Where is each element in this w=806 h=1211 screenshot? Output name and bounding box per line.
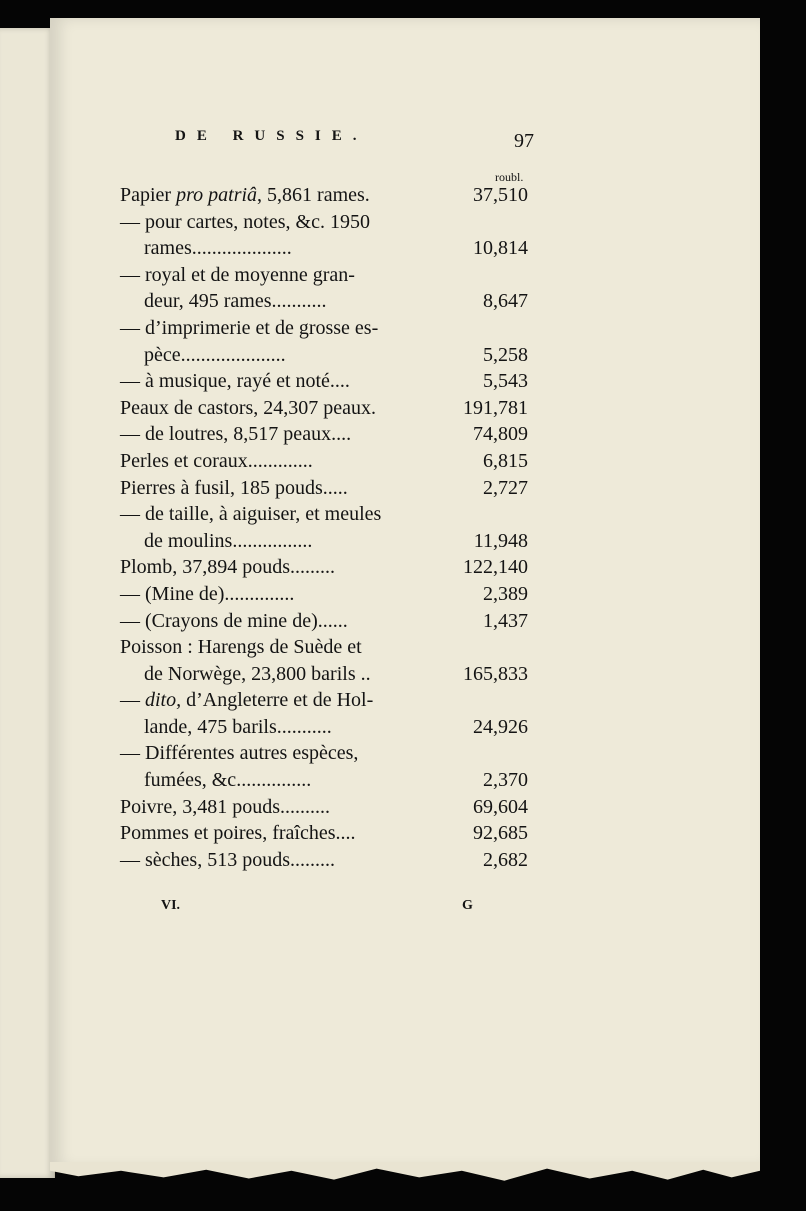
entry-value: 11,948 — [473, 529, 528, 552]
entry-value: 8,647 — [483, 290, 528, 313]
entry-text: — (Crayons de mine de)...... — [120, 609, 348, 632]
list-item — [120, 714, 530, 741]
entry-value: 10,814 — [473, 237, 528, 260]
list-item — [120, 501, 530, 528]
list-item — [120, 288, 530, 315]
list-item — [120, 209, 530, 236]
list-item — [120, 315, 530, 342]
entry-text: — royal et de moyenne gran- — [120, 263, 355, 286]
entry-text: de moulins................ — [144, 529, 313, 552]
entry-text: fumées, &c............... — [144, 769, 312, 792]
left-page-edge — [0, 28, 55, 1178]
list-item — [120, 554, 530, 581]
list-item — [120, 820, 530, 847]
list-item — [120, 794, 530, 821]
entry-text: de Norwège, 23,800 barils .. — [144, 662, 371, 685]
signature: VI. — [161, 898, 181, 913]
entry-value: 2,727 — [483, 476, 528, 499]
entry-value: 37,510 — [473, 184, 528, 206]
entry-text: Peaux de castors, 24,307 peaux. — [120, 396, 377, 419]
entry-text: — Différentes autres espèces, — [120, 742, 359, 765]
entry-text: pèce..................... — [144, 343, 286, 366]
entry-text: — d’imprimerie et de grosse es- — [120, 316, 379, 339]
signature-mark: G — [462, 898, 473, 913]
list-item — [120, 528, 530, 555]
list-item — [120, 634, 530, 661]
list-item — [120, 368, 530, 395]
entry-value: 5,258 — [483, 343, 528, 366]
list-item — [120, 608, 530, 635]
entry-text: rames.................... — [144, 237, 292, 260]
entry-text: Papier pro patriâ, 5,861 rames. — [120, 184, 370, 206]
entry-text: — pour cartes, notes, &c. 1950 — [120, 210, 370, 233]
entry-text: Plomb, 37,894 pouds......... — [120, 556, 336, 579]
list-item — [120, 767, 530, 794]
entry-value: 1,437 — [483, 609, 528, 632]
entry-text: — à musique, rayé et noté.... — [120, 370, 350, 393]
list-item — [120, 847, 530, 874]
entry-text: deur, 495 rames........... — [144, 290, 327, 313]
entry-text: Poisson : Harengs de Suède et — [120, 636, 362, 659]
entry-value: 2,370 — [483, 769, 528, 792]
entry-text: — (Mine de).............. — [120, 582, 295, 605]
unit-label: roubl. — [495, 170, 524, 184]
list-item — [120, 448, 530, 475]
entry-text: Pommes et poires, fraîches.... — [120, 822, 356, 845]
list-item — [120, 687, 530, 714]
list-item — [120, 740, 530, 767]
entry-text: Poivre, 3,481 pouds.......... — [120, 795, 330, 818]
entry-value: 92,685 — [473, 822, 528, 845]
entry-text: — de taille, à aiguiser, et meules — [120, 503, 382, 526]
list-item — [120, 475, 530, 502]
entry-value: 191,781 — [463, 396, 528, 419]
entry-value: 5,543 — [483, 370, 528, 393]
entry-value: 122,140 — [463, 556, 528, 579]
list-item — [120, 235, 530, 262]
entry-value: 69,604 — [473, 795, 528, 818]
list-item — [120, 581, 530, 608]
entry-value: 74,809 — [473, 423, 528, 446]
entry-value: 165,833 — [463, 662, 528, 685]
list-item — [120, 421, 530, 448]
entry-value: 2,682 — [483, 848, 528, 871]
entry-text: Pierres à fusil, 185 pouds..... — [120, 476, 348, 499]
list-item — [120, 395, 530, 422]
list-item — [120, 342, 530, 369]
entry-value: 2,389 — [483, 582, 528, 605]
list-item — [120, 262, 530, 289]
entry-text: Perles et coraux............. — [120, 449, 313, 472]
running-head: DE RUSSIE. — [175, 128, 368, 144]
list-item — [120, 661, 530, 688]
page-number: 97 — [514, 130, 534, 152]
entry-text: — dito, d’Angleterre et de Hol- — [120, 689, 374, 712]
entry-text: — sèches, 513 pouds......... — [120, 848, 335, 871]
entries-list — [120, 182, 530, 873]
list-item — [120, 182, 530, 209]
entry-text: lande, 475 barils........... — [144, 715, 332, 738]
entry-text: — de loutres, 8,517 peaux.... — [120, 423, 352, 446]
entry-value: 6,815 — [483, 449, 528, 472]
entry-value: 24,926 — [473, 715, 528, 738]
